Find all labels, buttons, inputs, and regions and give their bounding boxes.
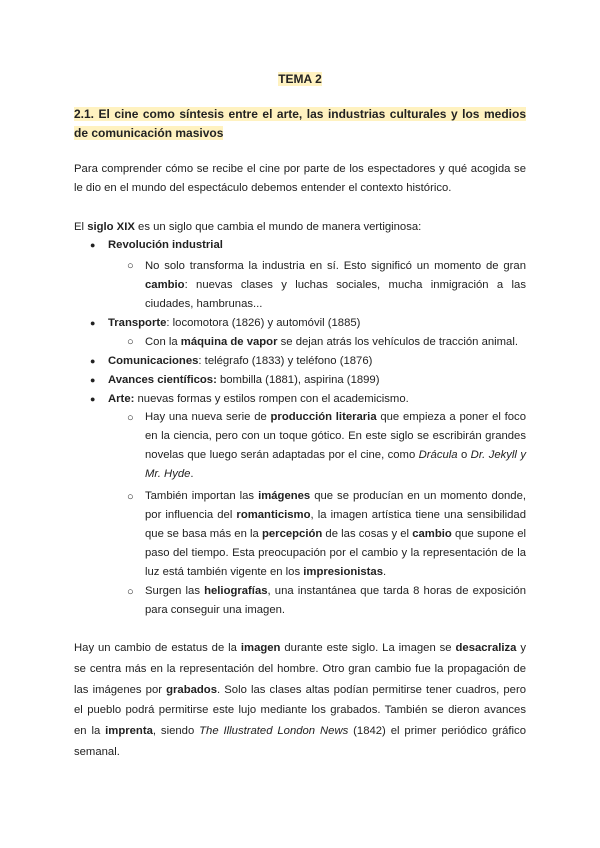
revolucion-sub-pre: No solo transforma la industria en sí. Esto significó un momento de gran bbox=[145, 260, 526, 272]
bullet-icon: ● bbox=[90, 394, 96, 404]
section-heading-text: 2.1. El cine como síntesis entre el arte, las industrias culturales y los medios de comunicación masivos bbox=[74, 107, 526, 140]
siglo-bold: siglo XIX bbox=[87, 221, 135, 233]
arte-sub2-b3: percepción bbox=[261, 527, 323, 540]
bullet-icon: ● bbox=[90, 240, 96, 250]
closing-b3: grabados bbox=[166, 683, 217, 696]
arte-sub1-i1: Drácula bbox=[418, 448, 458, 461]
arte-sub1-t1: Hay una nueva serie de bbox=[145, 411, 271, 423]
revolucion-subitem bbox=[145, 257, 526, 314]
closing-t3: y se centra más en la representación del hombre. Otro gran cambio fue la propagación de las imágenes por bbox=[74, 642, 527, 696]
closing-b4: imprenta bbox=[105, 725, 153, 738]
transporte-sub-pre: Con la bbox=[145, 336, 181, 348]
sub-bullet-icon: ○ bbox=[127, 260, 134, 272]
intro-paragraph: Para comprender cómo se recibe el cine por parte de los espectadores y qué acogida se le dio en el mundo del espectáculo debemos entender el contexto histórico. bbox=[74, 163, 526, 195]
arte-subitem-literatura bbox=[145, 408, 526, 484]
list-item-transporte bbox=[108, 314, 360, 332]
closing-t6: (1842) el primer periódico gráfico semanal. bbox=[74, 725, 526, 758]
closing-b1: imagen bbox=[240, 642, 281, 654]
revolucion-label: Revolución industrial bbox=[108, 239, 223, 251]
arte-subitem-imagenes bbox=[145, 487, 526, 582]
arte-sub3-b1: heliografías bbox=[204, 585, 268, 597]
arte-sub2-t6: . bbox=[383, 565, 387, 578]
arte-sub2-b1: imágenes bbox=[258, 490, 311, 502]
avances-label: Avances científicos: bbox=[108, 374, 217, 386]
closing-t5: , siendo bbox=[152, 725, 200, 738]
siglo-post: es un siglo que cambia el mundo de manera vertiginosa: bbox=[134, 221, 422, 233]
arte-sub2-t3: , la imagen artística tiene una sensibilidad que se basa más en la bbox=[145, 508, 526, 540]
transporte-subitem bbox=[145, 333, 518, 351]
arte-sub2-b5: impresionistas bbox=[303, 565, 384, 578]
arte-sub1-t3: o bbox=[457, 448, 471, 461]
closing-i1: The Illustrated London News bbox=[199, 725, 349, 738]
sub-bullet-icon: ○ bbox=[127, 336, 134, 348]
transporte-sub-bold: máquina de vapor bbox=[180, 336, 278, 348]
transporte-sub-post: se dejan atrás los vehículos de tracción animal. bbox=[277, 336, 518, 348]
siglo-paragraph bbox=[74, 218, 421, 236]
closing-t2: durante este siglo. La imagen se bbox=[280, 642, 456, 654]
list-item-avances bbox=[108, 371, 379, 389]
arte-sub2-t1: También importan las bbox=[145, 490, 259, 502]
closing-b2: desacraliza bbox=[455, 642, 517, 654]
revolucion-sub-bold: cambio bbox=[145, 278, 185, 291]
arte-sub3-t2: , una instantánea que tarda 8 horas de exposición para conseguir una imagen. bbox=[145, 585, 526, 616]
list-item-arte bbox=[108, 390, 409, 408]
comunicaciones-text: : telégrafo (1833) y teléfono (1876) bbox=[198, 355, 373, 367]
arte-sub2-t2: que se producían en un momento donde, por influencia del bbox=[145, 490, 526, 521]
list-item-comunicaciones bbox=[108, 352, 372, 370]
arte-sub1-t2: que empieza a poner el foco en la ciencia, pero con un toque gótico. En este siglo se escribirán grandes novelas que luego serán adaptadas por el cine, como bbox=[145, 411, 526, 461]
comunicaciones-label: Comunicaciones bbox=[108, 355, 199, 367]
siglo-pre: El bbox=[74, 221, 88, 233]
arte-sub2-b2: romanticismo bbox=[236, 508, 311, 521]
closing-t4: . Solo las clases altas podían permitirse tener cuadros, pero el pueblo podrá permitirse este lujo mediante los grabados. También se dieron avances en la bbox=[74, 683, 526, 738]
closing-t1: Hay un cambio de estatus de la bbox=[74, 642, 241, 654]
arte-sub1-t4: . bbox=[190, 467, 194, 480]
transporte-text: : locomotora (1826) y automóvil (1885) bbox=[166, 317, 361, 329]
page-title bbox=[0, 71, 600, 87]
sub-bullet-icon: ○ bbox=[127, 586, 134, 598]
bullet-icon: ● bbox=[90, 356, 96, 366]
arte-sub2-t5: que supone el paso del tiempo. Esta preocupación por el cambio y la representación de la luz está también vigente en los bbox=[145, 527, 527, 578]
arte-sub3-t1: Surgen las bbox=[145, 585, 205, 597]
closing-paragraph bbox=[74, 638, 526, 763]
transporte-label: Transporte bbox=[108, 317, 167, 329]
section-heading bbox=[74, 105, 526, 143]
arte-sub2-b4: cambio bbox=[412, 527, 452, 540]
arte-sub2-t4: de las cosas y el bbox=[322, 527, 413, 540]
arte-subitem-heliografias bbox=[145, 582, 526, 620]
sub-bullet-icon: ○ bbox=[127, 491, 134, 503]
arte-sub1-i2: Dr. Jekyll y Mr. Hyde bbox=[145, 448, 526, 480]
bullet-icon: ● bbox=[90, 318, 96, 328]
list-item-revolucion bbox=[108, 236, 223, 254]
arte-text: nuevas formas y estilos rompen con el academicismo. bbox=[134, 393, 409, 405]
arte-label: Arte: bbox=[108, 393, 135, 405]
arte-sub1-b1: producción literaria bbox=[270, 411, 377, 423]
avances-text: bombilla (1881), aspirina (1899) bbox=[216, 374, 380, 386]
revolucion-sub-post: : nuevas clases y luchas sociales, mucha inmigración a las ciudades, hambrunas... bbox=[145, 278, 526, 310]
sub-bullet-icon: ○ bbox=[127, 412, 134, 424]
bullet-icon: ● bbox=[90, 375, 96, 385]
title-text: TEMA 2 bbox=[278, 72, 322, 86]
